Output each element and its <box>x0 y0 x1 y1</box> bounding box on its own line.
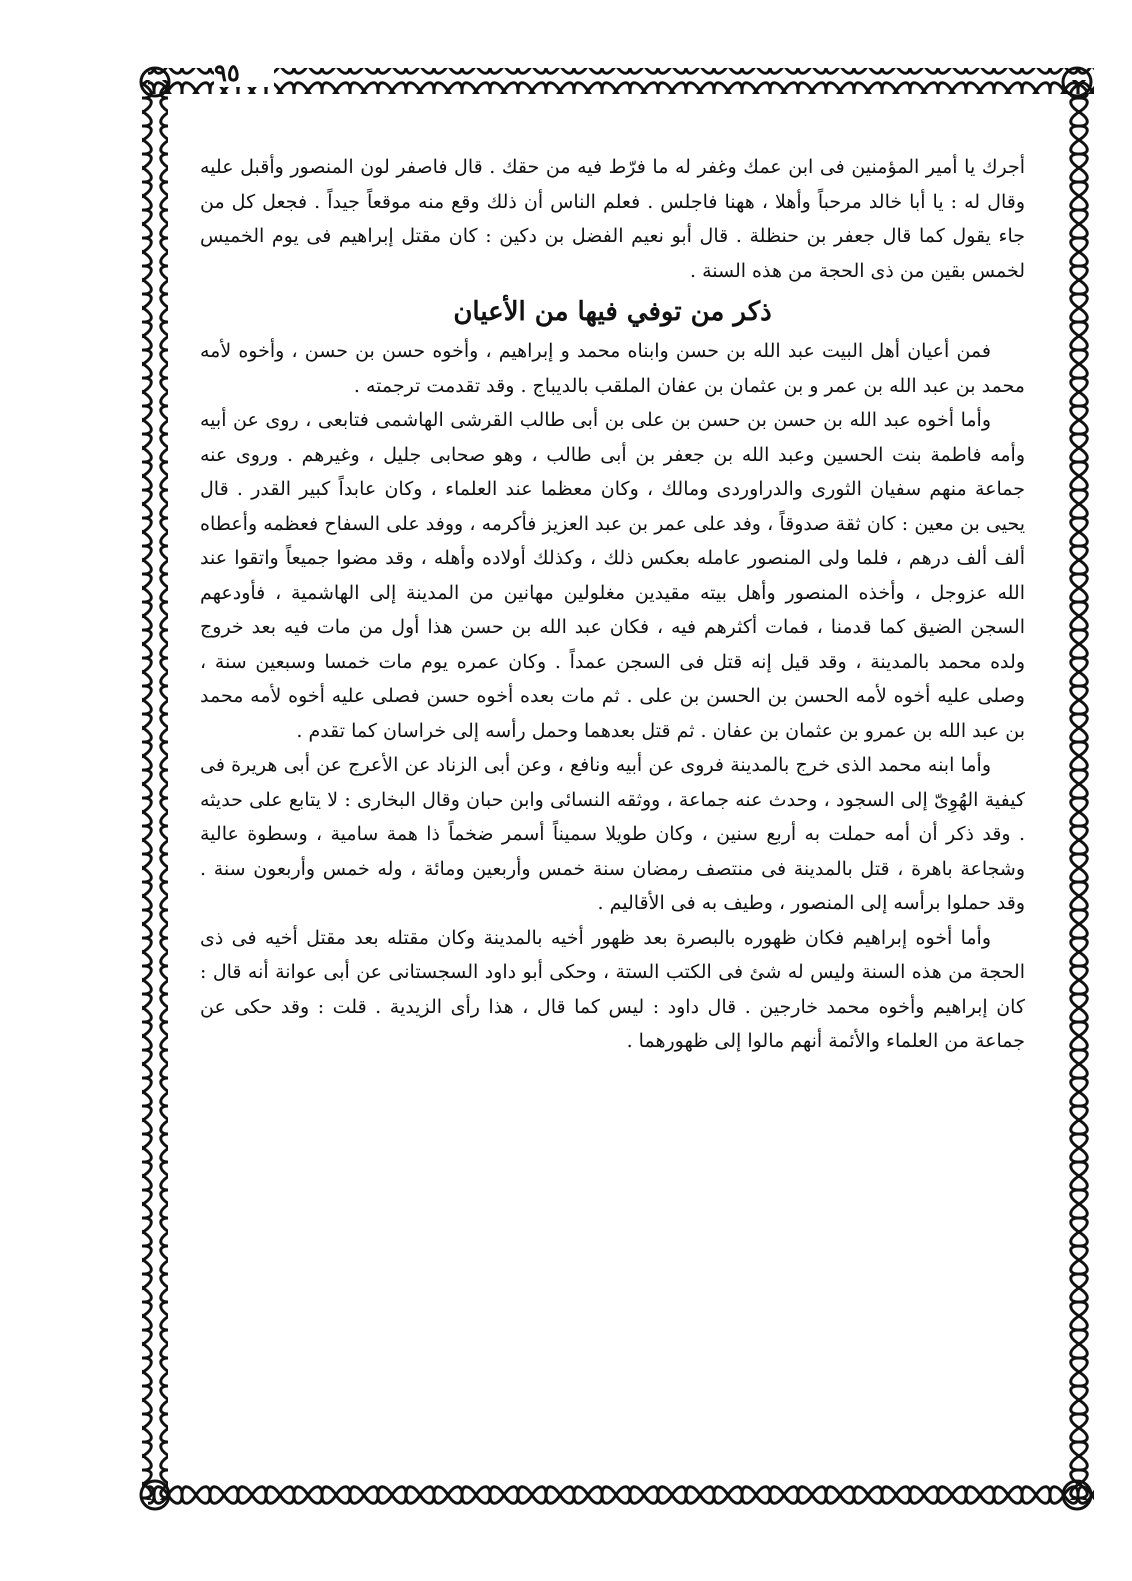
border-left <box>142 80 168 1500</box>
paragraph-3: وأما ابنه محمد الذى خرج بالمدينة فروى عن أبيه ونافع ، وعن أبى الزناد عن الأعرج عن أبى هريرة فى كيفية الهُوِىّ إلى السجود ، وحدث عنه جماعة ، ووثقه النسائى وابن حبان وقال البخارى : لا يتابع على حديثه . وقد ذكر أن أمه حملت به أربع سنين ، وكان طويلا سميناً أسمر ضخماً ذا همة سامية ، وسطوة عالية وشجاعة باهرة ، قتل بالمدينة فى منتصف رمضان سنة خمس وأربعين ومائة ، وله خمس وأربعون سنة . وقد حملوا برأسه إلى المنصور ، وطيف به فى الأقاليم . <box>200 754 1025 914</box>
border-right <box>1064 80 1090 1500</box>
paragraph-1: فمن أعيان أهل البيت عبد الله بن حسن وابناه محمد و إبراهيم ، وأخوه حسن بن حسن ، وأخوه لأمه محمد بن عبد الله بن عمر و بن عثمان بن عفان الملقب بالديباج . وقد تقدمت ترجمته . <box>200 340 1025 397</box>
section-heading: ذكر من توفي فيها من الأعيان <box>453 297 772 327</box>
page-body <box>200 150 1025 1495</box>
paragraph-4: وأما أخوه إبراهيم فكان ظهوره بالبصرة بعد ظهور أخيه بالمدينة وكان مقتله بعد مقتل أخيه فى ذى الحجة من هذه السنة وليس له شئ فى الكتب الستة ، وحكى أبو داود السجستانى عن أبى عوانة أنه قال : كان إبراهيم وأخوه محمد خارجين . قال داود : ليس كما قال ، هذا رأى الزيدية . قلت : وقد حكى عن جماعة من العلماء والأئمة أنهم مالوا إلى ظهورهما . <box>200 926 1025 1052</box>
paragraph-intro: أجرك يا أمير المؤمنين فى ابن عمك وغفر له ما فرّط فيه من حقك . قال فاصفر لون المنصور وأقبل عليه وقال له : يا أبا خالد مرحباً وأهلا ، ههنا فاجلس . فعلم الناس أن ذلك وقع منه موقعاً جيداً . فجعل كل من جاء يقول كما قال جعفر بن حنظلة . قال أبو نعيم الفضل بن دكين : كان مقتل إبراهيم فى يوم الخميس لخمس بقين من ذى الحجة من هذه السنة . <box>200 156 1025 282</box>
border-top <box>148 68 1094 94</box>
paragraph-2: وأما أخوه عبد الله بن حسن بن حسن بن على بن أبى طالب القرشى الهاشمى فتابعى ، روى عن أبيه وأمه فاطمة بنت الحسين وعبد الله بن جعفر بن أبى طالب ، وهو صحابى جليل ، وغيرهم . وروى عنه جماعة منهم سفيان الثورى والدراوردى ومالك ، وكان معظما عند العلماء ، وكان عابداً كبير القدر . قال يحيى بن معين : كان ثقة صدوقاً ، وفد على عمر بن عبد العزيز فأكرمه ، ووفد على السفاح فعظمه وأعطاه ألف ألف درهم ، فلما ولى المنصور عامله بعكس ذلك ، وكذلك أولاده وأهله ، وقد مضوا جميعاً واتقوا عند الله عزوجل ، وأخذه المنصور وأهل بيته مقيدين مغلولين مهانين من المدينة إلى الهاشمية ، فأودعهم السجن الضيق كما قدمنا ، فمات أكثرهم فيه ، فكان عبد الله بن حسن هذا أول من مات فيه بعد خروج ولده محمد بالمدينة ، وقد قيل إنه قتل فى السجن عمداً . وكان عمره يوم مات خمسا وسبعين سنة ، وصلى عليه أخوه لأمه الحسن بن الحسن بن على . ثم مات بعده أخوه حسن فصلى عليه أخوه لأمه محمد بن عبد الله بن عمرو بن عثمان بن عفان . ثم قتل بعدهما وحمل رأسه إلى خراسان كما تقدم . <box>200 409 1025 742</box>
page-number: ٩٥ <box>214 58 274 87</box>
